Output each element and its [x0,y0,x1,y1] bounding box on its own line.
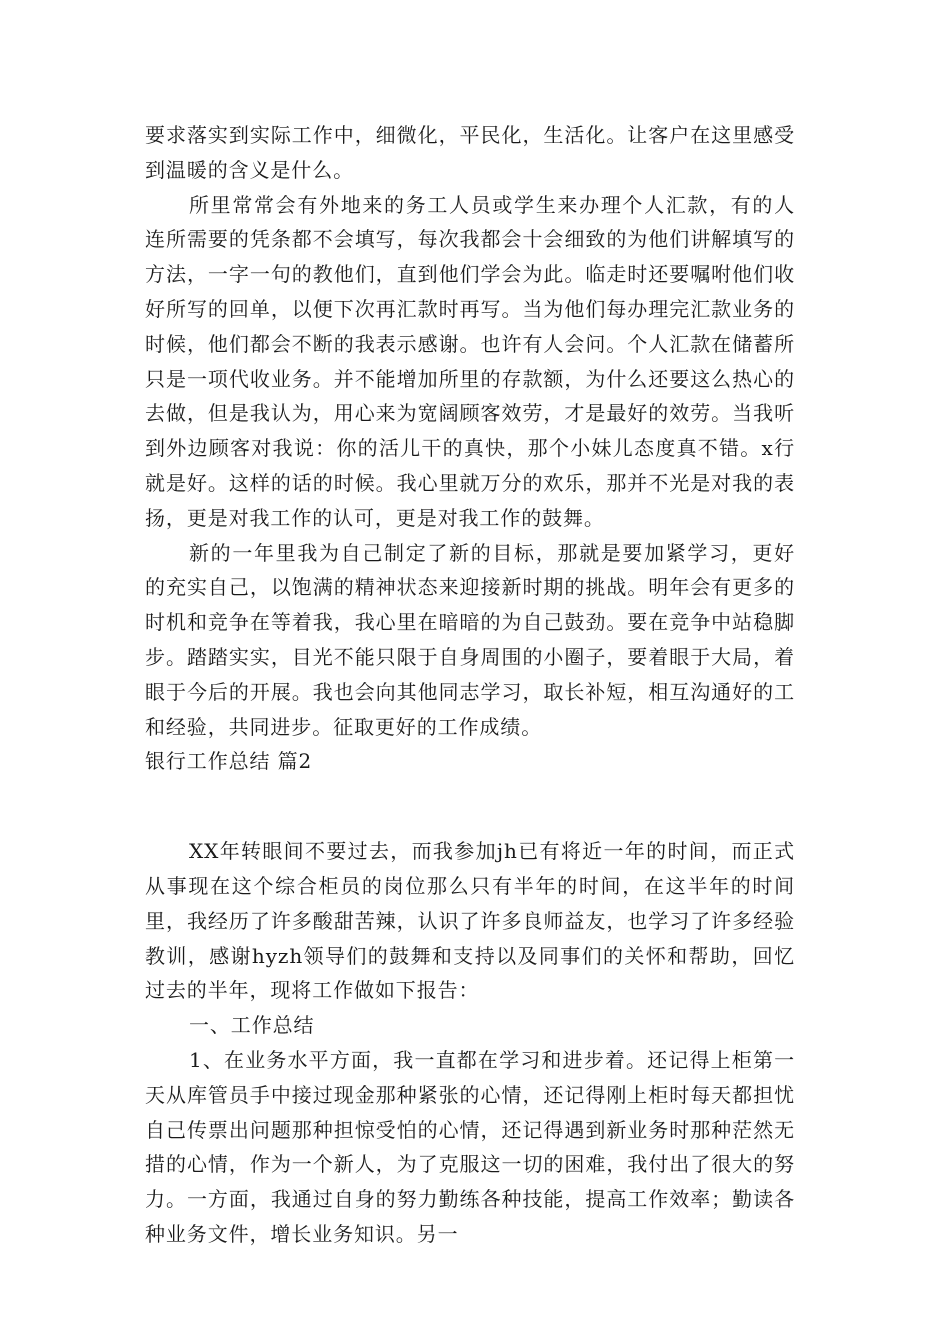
section-2 [145,834,795,1252]
section-heading: 银行工作总结 篇2 [145,749,313,774]
subheading-work-summary: 一、工作总结 [189,1013,315,1038]
paragraph: 所里常常会有外地来的务工人员或学生来办理个人汇款，有的人连所需要的凭条都不会填写，每次我都会十会细致的为他们讲解填写的方法，一字一句的教他们，直到他们学会为此。临走时还要嘱咐他们收好所写的回单，以便下次再汇款时再写。当为他们每办理完汇款业务的时候，他们都会不断的我表示感谢。也许有人会问。个人汇款在储蓄所只是一项代收业务。并不能增加所里的存款额，为什么还要这么热心的去做，但是我认为，用心来为宽阔顾客效劳，才是最好的效劳。当我听到外边顾客对我说：你的活儿干的真快，那个小妹儿态度真不错。x行就是好。这样的话的时候。我心里就万分的欢乐，那并不光是对我的表扬，更是对我工作的认可，更是对我工作的鼓舞。 [145,192,795,530]
paragraph: XX年转眼间不要过去，而我参加jh已有将近一年的时间，而正式从事现在这个综合柜员的岗位那么只有半年的时间，在这半年的时间里，我经历了许多酸甜苦辣，认识了许多良师益友，也学习了许多经验教训，感谢hyzh领导们的鼓舞和支持以及同事们的关怀和帮助，回忆过去的半年，现将工作做如下报告： [145,839,795,1003]
paragraph: 新的一年里我为自己制定了新的目标，那就是要加紧学习，更好的充实自己，以饱满的精神状态来迎接新时期的挑战。明年会有更多的时机和竞争在等着我，我心里在暗暗的为自己鼓劲。要在竞争中站稳脚步。踏踏实实，目光不能只限于自身周围的小圈子，要着眼于大局，着眼于今后的开展。我也会向其他同志学习，取长补短，相互沟通好的工和经验，共同进步。征取更好的工作成绩。 [145,540,795,739]
section-1 [145,118,795,744]
section-spacer [145,779,795,834]
document-body [145,118,795,1252]
paragraph: 1、在业务水平方面，我一直都在学习和进步着。还记得上柜第一天从库管员手中接过现金那种紧张的心情，还记得刚上柜时每天都担忧自己传票出问题那种担惊受怕的心情，还记得遇到新业务时那种茫然无措的心情，作为一个新人，为了克服这一切的困难，我付出了很大的努力。一方面，我通过自身的努力勤练各种技能，提高工作效率；勤读各种业务文件，增长业务知识。另一 [145,1047,795,1246]
paragraph: 要求落实到实际工作中，细微化，平民化，生活化。让客户在这里感受到温暖的含义是什么。 [145,123,795,182]
